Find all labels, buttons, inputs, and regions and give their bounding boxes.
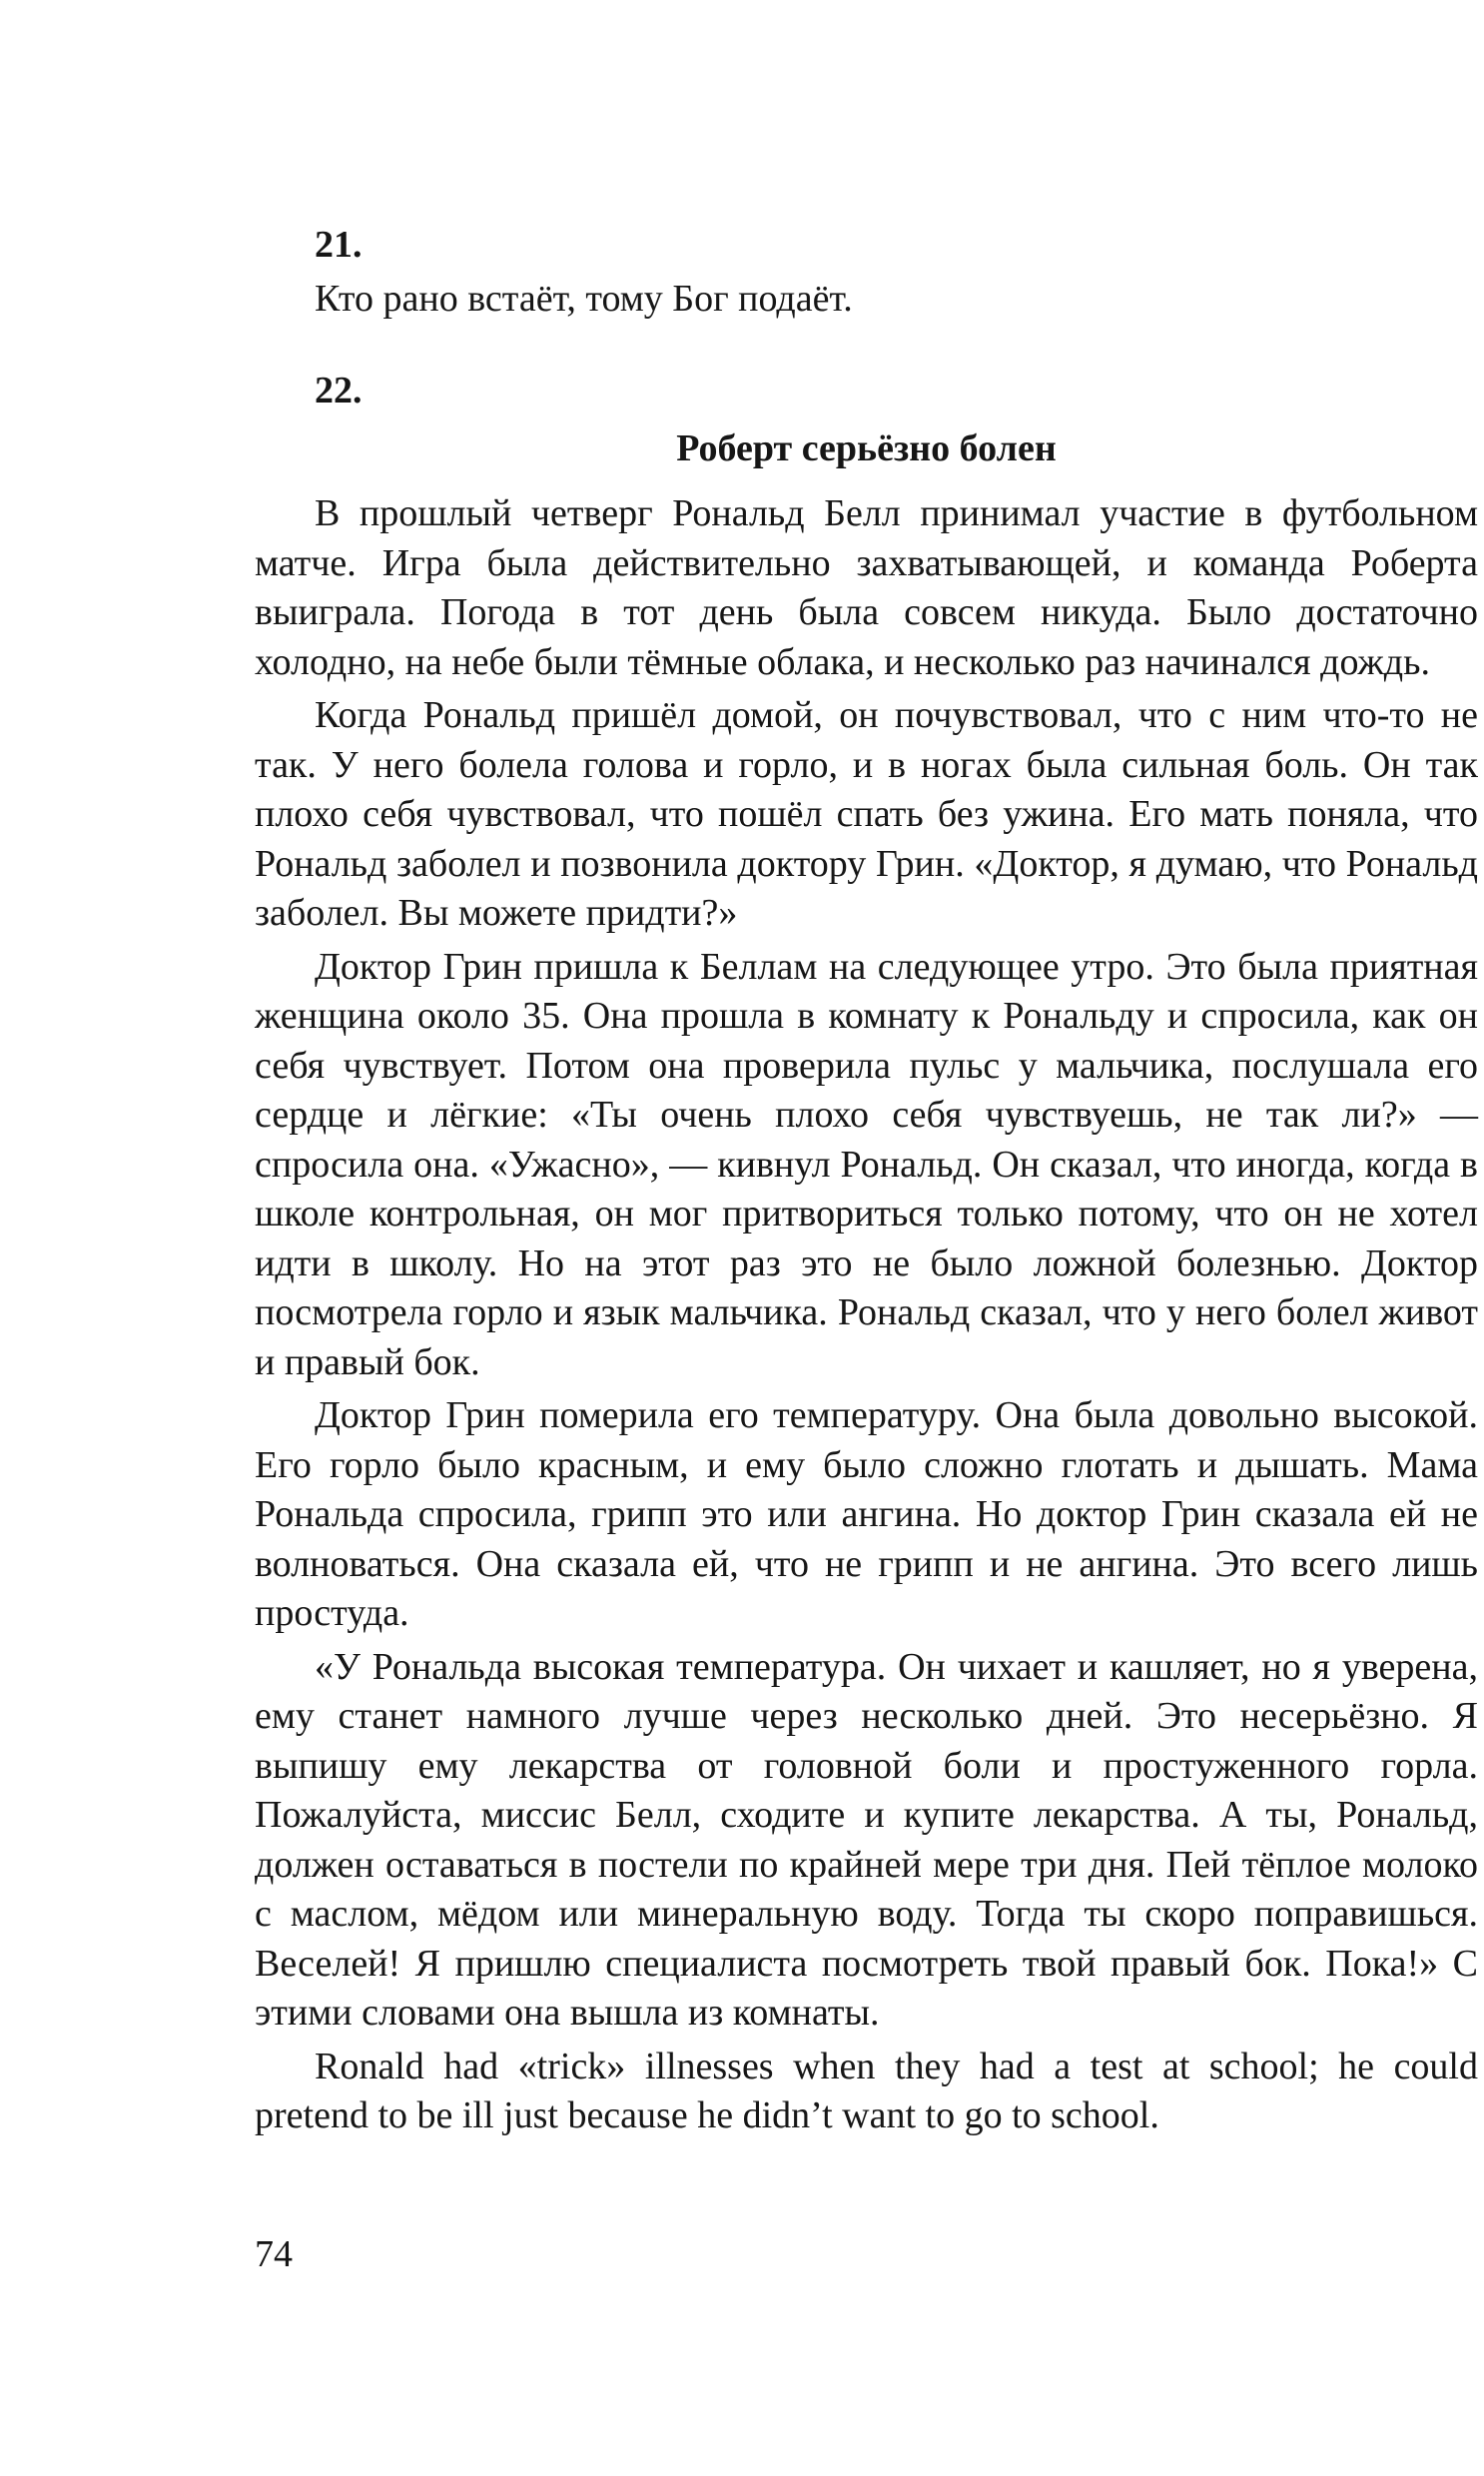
page-number: 74 xyxy=(255,2233,293,2275)
story-paragraph-1: В прошлый четверг Рональд Белл принимал участие в футбольном матче. Игра была действительно захватывающей, и команда Роберта выиграла. Погода в тот день была совсем никуда. Было достаточно холодно, на небе были тёмные облака, и несколько раз начинался дождь. xyxy=(255,492,1478,683)
story-paragraph-2: Когда Рональд пришёл домой, он почувствовал, что с ним что-то не так. У него болела голова и горло, и в ногах была сильная боль. Он так плохо себя чувствовал, что пошёл спать без ужина. Его мать поняла, что Рональд заболел и позвонила доктору Грин. «Доктор, я думаю, что Рональд заболел. Вы можете придти?» xyxy=(255,694,1478,934)
page-body xyxy=(255,220,1478,2145)
exercise-22-number: 22. xyxy=(315,370,363,412)
story-paragraph-3: Доктор Грин пришла к Беллам на следующее утро. Это была приятная женщина около 35. Она прошла в комнату к Рональду и спросила, как он себя чувствует. Потом она проверила пульс у мальчика, послушала его сердце и лёгкие: «Ты очень плохо себя чувствуешь, не так ли?» — спросила она. «Ужасно», — кивнул Рональд. Он сказал, что иногда, когда в школе контрольная, он мог притвориться только потому, что он не хотел идти в школу. Но на этот раз это не было ложной болезнью. Доктор посмотрела горло и язык мальчика. Рональд сказал, что у него болел живот и правый бок. xyxy=(255,945,1478,1383)
exercise-21-proverb: Кто рано встаёт, тому Бог подаёт. xyxy=(315,278,853,320)
exercise-21-number: 21. xyxy=(315,224,363,266)
story-title: Роберт серьёзно болен xyxy=(676,427,1057,469)
story-paragraph-4: Доктор Грин померила его температуру. Она была довольно высокой. Его горло было красным, и ему было сложно глотать и дышать. Мама Рональда спросила, грипп это или ангина. Но доктор Грин сказала ей не волноваться. Она сказала ей, что не грипп и не ангина. Это всего лишь простуда. xyxy=(255,1394,1478,1634)
story-paragraph-5: «У Рональда высокая температура. Он чихает и кашляет, но я уверена, ему станет намного лучше через несколько дней. Это несерьёзно. Я выпишу ему лекарства от головной боли и простуженного горла. Пожалуйста, миссис Белл, сходите и купите лекарства. А ты, Рональд, должен оставаться в постели по крайней мере три дня. Пей тёплое молоко с маслом, мёдом или минеральную воду. Тогда ты скоро поправишься. Веселей! Я пришлю специалиста посмотреть твой правый бок. Пока!» С этими словами она вышла из комнаты. xyxy=(255,1645,1478,2034)
story-paragraph-6-english: Ronald had «trick» illnesses when they had a test at school; he could pretend to be ill just because he didn’t want to go to school. xyxy=(255,2045,1478,2136)
